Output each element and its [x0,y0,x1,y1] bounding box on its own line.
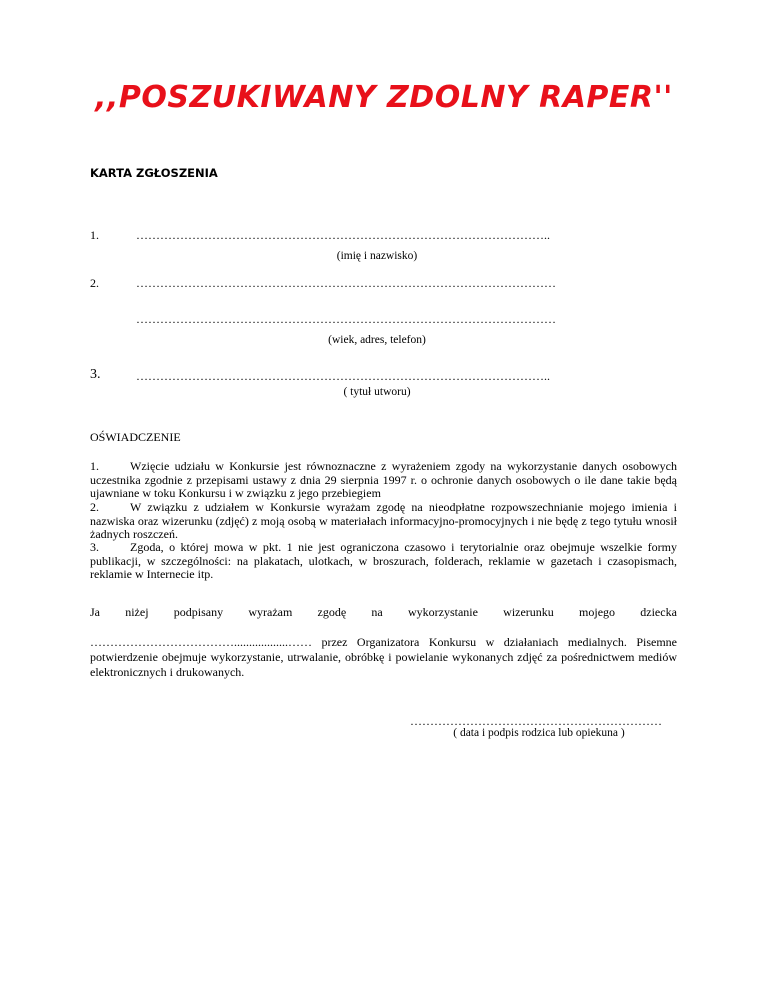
statement-item [90,460,677,501]
field-number: 2. [90,276,99,290]
title-field-line[interactable]: ………………………………………………………………………………………….. [136,369,550,383]
consent-word: zgodę [317,605,347,619]
consent-word: wykorzystanie [407,605,478,619]
consent-word: niżej [125,605,149,619]
consent-word: mojego [579,605,616,619]
consent-word: na [371,605,383,619]
document-title: ,,POSZUKIWANY ZDOLNY RAPER'' [95,80,673,115]
consent-text: ………………………………..................…… przez Organizatora Konkursu w działaniach medialnych. Pisemne potwierdzenie obejmuje wykorzystanie, utrwalanie, obróbkę i powielanie wykonanych zdjęć za pośrednictwem mediów elektronicznych i drukowanych. [90,635,677,679]
name-field-caption: (imię i nazwisko) [336,250,418,262]
contact-field-line[interactable]: …………………………………………………………………………………………… [136,276,556,290]
contact-field-line-2[interactable]: …………………………………………………………………………………………… [136,312,556,326]
statement-item-number: 3. [90,540,99,554]
consent-word: wizerunku [503,605,554,619]
title-field-caption: ( tytuł utworu) [343,386,411,398]
statement-item-number: 1. [90,459,99,473]
form-title: KARTA ZGŁOSZENIA [90,166,218,180]
field-number: 1. [90,228,99,242]
signature-caption: ( data i podpis rodzica lub opiekuna ) [453,727,625,739]
consent-word: dziecka [640,605,677,619]
signature-line[interactable]: ……………………………………………………… [410,714,662,728]
consent-word: wyrażam [248,605,293,619]
contact-field-caption: (wiek, adres, telefon) [328,334,426,346]
statement-heading: OŚWIADCZENIE [90,430,181,444]
consent-word: Ja [90,605,100,619]
statement-item-text: Wzięcie udziału w Konkursie jest równoznaczne z wyrażeniem zgody na wykorzystanie danych osobowych uczestnika zgodnie z przepisami ustawy z dnia 29 sierpnia 1997 r. o ochronie danych osobowych o ile dane takie będą ujawniane w toku Konkursu i w związku z jego przebiegiem [90,459,677,500]
statement-item-text: Zgoda, o której mowa w pkt. 1 nie jest ograniczona czasowo i terytorialnie oraz obejmuje wszelkie formy publikacji, w szczególności: na plakatach, ulotkach, w broszurach, folderach, reklamie w gazetach i czasopismach, reklamie w Internecie itp. [90,540,677,581]
statement-item-text: W związku z udziałem w Konkursie wyrażam zgodę na nieodpłatne rozpowszechnianie mojego imienia i nazwiska oraz wizerunku (zdjęć) z moją osobą w materiałach informacyjno-promocyjnych i nie będę z tego tytułu wnosił żadnych roszczeń. [90,500,677,541]
statement-item [90,541,677,582]
name-field-line[interactable]: ………………………………………………………………………………………….. [136,228,550,242]
field-number: 3. [90,367,101,382]
statement-item-number: 2. [90,500,99,514]
consent-word: podpisany [173,605,224,619]
consent-intro-line [90,605,677,620]
statement-item [90,501,677,542]
